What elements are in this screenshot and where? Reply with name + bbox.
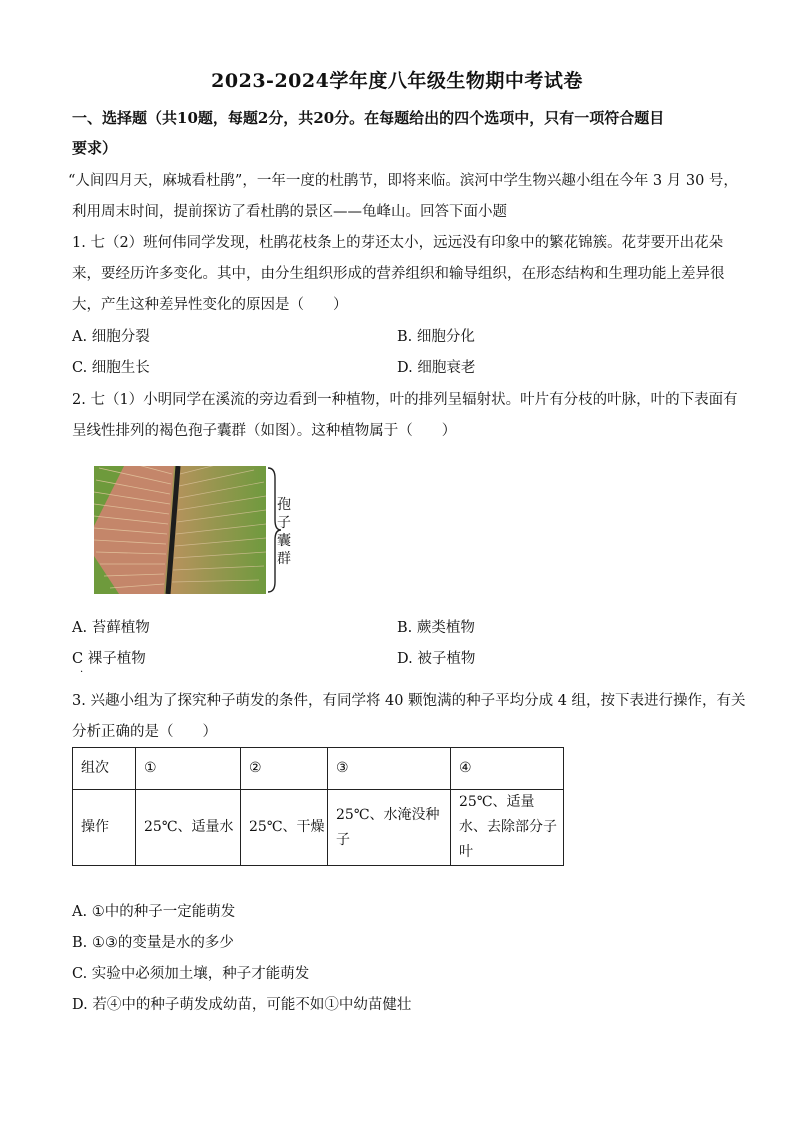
q1-option-d: D. 细胞衰老 [397, 360, 476, 376]
question-3-text: 3. 兴趣小组为了探究种子萌发的条件，有同学将 40 颗饱满的种子平均分成 4 组，按下表进行操作，有关 [72, 693, 746, 709]
intro-text: “人间四月天，麻城看杜鹃”，一年一度的杜鹃节，即将来临。滨河中学生物兴趣小组在今年 3 月 30 号， [68, 173, 738, 189]
q1-option-b: B. 细胞分化 [397, 329, 475, 345]
table-cell: 25℃、适量水 [136, 790, 241, 866]
q3-option-c: C. 实验中必须加土壤，种子才能萌发 [72, 966, 310, 982]
fern-leaf-photo [94, 466, 266, 594]
q3-option-a: A. ①中的种子一定能萌发 [72, 904, 236, 920]
question-1-text: 1. 七（2）班何伟同学发现，杜鹃花枝条上的芽还太小，远远没有印象中的繁花锦簇。花芽要开出花朵 [72, 235, 724, 251]
table-cell: 组次 [73, 748, 136, 790]
experiment-table [72, 747, 564, 866]
section-heading-cont: 要求） [72, 139, 118, 157]
stray-dot: · [80, 667, 84, 678]
q3-option-b: B. ①③的变量是水的多少 [72, 935, 234, 951]
question-2-text: 2. 七（1）小明同学在溪流的旁边看到一种植物，叶的排列呈辐射状。叶片有分枝的叶脉，叶的下表面有 [72, 392, 738, 408]
table-cell: 25℃、干燥 [241, 790, 328, 866]
table-cell: ④ [451, 748, 564, 790]
q1-option-c: C. 细胞生长 [72, 360, 150, 376]
table-row [73, 748, 564, 790]
question-1-text-3: 大，产生这种差异性变化的原因是（ ） [72, 297, 348, 313]
q2-option-b: B. 蕨类植物 [397, 620, 475, 636]
table-cell: ① [136, 748, 241, 790]
q2-option-c: C 裸子植物 [72, 651, 146, 667]
q2-option-a: A. 苔藓植物 [72, 620, 150, 636]
question-2-text-2: 呈线性排列的褐色孢子囊群（如图）。这种植物属于（ ） [72, 423, 457, 439]
q3-option-d: D. 若④中的种子萌发成幼苗，可能不如①中幼苗健壮 [72, 997, 412, 1013]
section-heading: 一、选择题（共10题，每题2分，共20分。在每题给出的四个选项中，只有一项符合题目 [72, 109, 665, 127]
table-cell: ② [241, 748, 328, 790]
table-row [73, 790, 564, 866]
figure-label-sporangia: 孢子囊群 [277, 497, 291, 567]
table-cell: 25℃、水淹没种子 [328, 790, 451, 866]
page-title: 2023-2024学年度八年级生物期中考试卷 [211, 70, 583, 92]
intro-text-cont: 利用周末时间，提前探访了看杜鹃的景区——龟峰山。回答下面小题 [72, 204, 507, 220]
table-cell: 操作 [73, 790, 136, 866]
q1-option-a: A. 细胞分裂 [72, 329, 150, 345]
question-1-text-2: 来，要经历许多变化。其中，由分生组织形成的营养组织和输导组织，在形态结构和生理功能上差异很 [72, 266, 725, 282]
table-cell: 25℃、适量水、去除部分子叶 [451, 790, 564, 866]
table-cell: ③ [328, 748, 451, 790]
q2-option-d: D. 被子植物 [397, 651, 476, 667]
question-3-text-2: 分析正确的是（ ） [72, 724, 217, 740]
